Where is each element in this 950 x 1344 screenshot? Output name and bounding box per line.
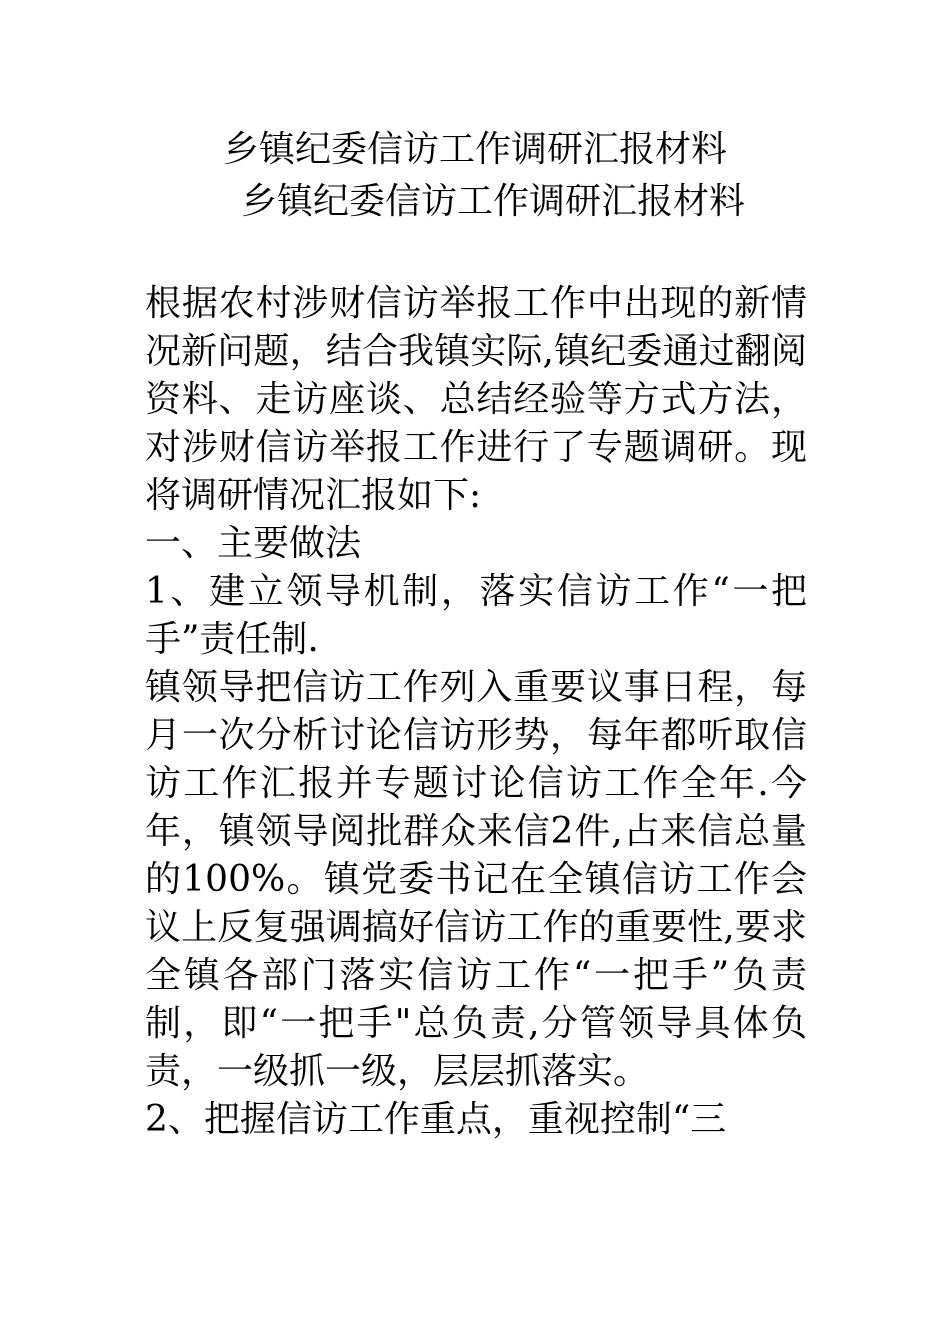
document-title: 乡镇纪委信访工作调研汇报材料 bbox=[222, 129, 727, 170]
subsection-heading-1: 1、建立领导机制，落实信访工作“一把手”责任制. bbox=[145, 571, 807, 660]
subsection-heading-2: 2、把握信访工作重点，重视控制“三 bbox=[145, 1099, 727, 1140]
body-paragraph: 镇领导把信访工作列入重要议事日程，每月一次分析讨论信访形势，每年都听取信访工作汇报并专题讨论信访工作全年.今年，镇领导阅批群众来信2件,占来信总量的100%。镇党委书记在全镇信访工作会议上反复强调搞好信访工作的重要性,要求全镇各部门落实信访工作“一把手”负责制，即“一把手"总负责,分管领导具体负责，一级抓一级，层层抓落实。 bbox=[145, 667, 807, 1092]
section-heading: 一、主要做法 bbox=[145, 523, 362, 564]
document-body bbox=[145, 280, 807, 1144]
document-subtitle: 乡镇纪委信访工作调研汇报材料 bbox=[240, 181, 745, 222]
intro-paragraph: 根据农村涉财信访举报工作中出现的新情况新问题，结合我镇实际,镇纪委通过翻阅资料、走访座谈、总结经验等方式方法，对涉财信访举报工作进行了专题调研。现将调研情况汇报如下: bbox=[145, 283, 807, 516]
